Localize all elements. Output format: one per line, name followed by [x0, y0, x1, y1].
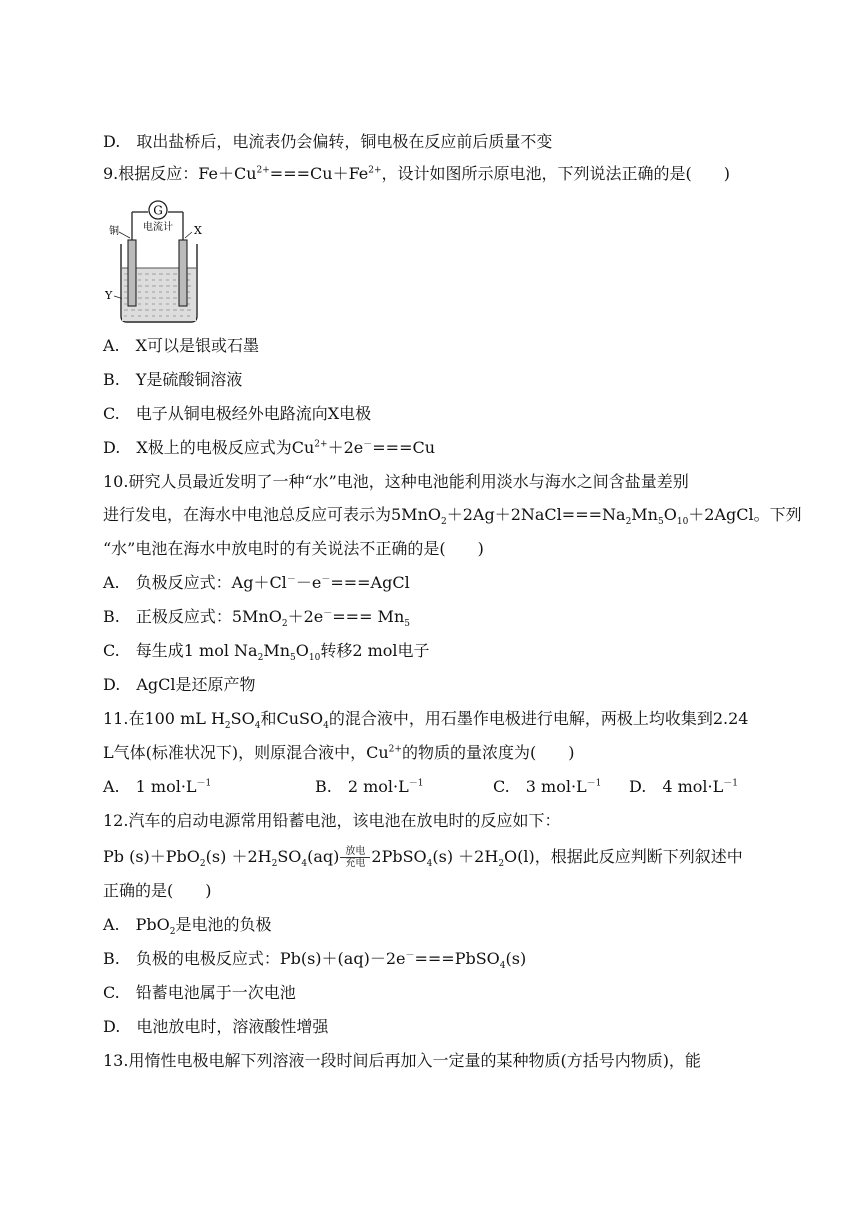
q9-option-d: D. X极上的电极反应式为$Cu^{2+}+2e^-===Cu$ — [103, 438, 436, 457]
q10-option-b: B. 正极反应式：$5MnO_2+2e^-=== Mn_5$ — [103, 607, 410, 630]
reversible-arrow: 放电 充电 — [340, 846, 370, 869]
q12-option-b: B. 负极的电极反应式：Pb(s)＋(aq)－2e－===PbSO$_4$(s) — [103, 949, 527, 972]
q11-option-d: D. 4 $mol\cdot L^{-1}$ — [629, 777, 738, 796]
q12-option-d: D. 电池放电时，溶液酸性增强 — [103, 1017, 329, 1036]
q9-option-c: C. 电子从铜电极经外电路流向X电极 — [103, 404, 372, 423]
q10-stem-line1: 10.研究人员最近发明了一种“水”电池，这种电池能利用淡水与海水之间含盐量差别 — [103, 472, 689, 491]
q11-option-c: C. 3 $mol\cdot L^{-1}$ — [493, 777, 602, 796]
galvanic-cell-figure — [103, 196, 203, 332]
q11-stem-line1: 11.在100 mL $H_2SO_4$和CuSO$_4$的混合液中，用石墨作电极进行电解，两极上均收集到2.24 — [103, 709, 749, 732]
q11-option-b: B. 2 $mol\cdot L^{-1}$ — [315, 777, 424, 796]
q13-stem-line1: 13.用惰性电极电解下列溶液一段时间后再加入一定量的某种物质(方括号内物质)，能 — [103, 1051, 701, 1070]
q12-equation: Pb $(s)+PbO_2(s) +2H_2SO_4(aq)$ 放电 充电 2PbSO$_4$(s) $+2H_2O(l)$，根据此反应判断下列叙述中 — [103, 846, 743, 870]
meter-label: 电流计 — [143, 222, 173, 233]
q12-option-a: A. PbO$_2$是电池的负极 — [103, 915, 272, 938]
copper-label: 铜 — [109, 226, 119, 237]
q10-option-c: C. 每生成1 mol $Na_2Mn_5O_{10}$转移2 mol电子 — [103, 641, 430, 664]
solution-y-label: Y — [105, 289, 113, 302]
q9-option-a: A. X可以是银或石墨 — [103, 336, 260, 355]
q9-stem: 9.根据反应：$Fe+Cu^{2+}===Cu+Fe^{2+}$，设计如图所示原电池，下列说法正确的是( ) — [103, 164, 731, 183]
q10-option-a: A. 负极反应式：Ag＋Cl－－e－===AgCl — [103, 573, 410, 592]
q10-stem-line3: “水”电池在海水中放电时的有关说法不正确的是( ) — [103, 539, 484, 558]
q12-stem-line1: 12.汽车的启动电源常用铅蓄电池，该电池在放电时的反应如下： — [103, 811, 561, 830]
q10-option-d: D. AgCl是还原产物 — [103, 675, 256, 694]
q11-option-a: A. 1 $mol\cdot L^{-1}$ — [103, 777, 212, 796]
electrode-x-label: X — [194, 224, 202, 237]
q9-option-b: B. Y是硫酸铜溶液 — [103, 370, 243, 389]
q11-stem-line2: L气体(标准状况下)，则原混合液中，$Cu^{2+}$的物质的量浓度为( ) — [103, 743, 575, 762]
q12-option-c: C. 铅蓄电池属于一次电池 — [103, 983, 296, 1002]
q10-stem-line2: 进行发电，在海水中电池总反应可表示为$5MnO_2+2Ag+2NaCl===Na_2Mn_5O_{10}+2AgCl$。下列 — [103, 505, 802, 528]
meter-symbol: G — [153, 203, 163, 218]
q8-option-d: D. 取出盐桥后，电流表仍会偏转，铜电极在反应前后质量不变 — [103, 132, 553, 151]
q12-stem-line3: 正确的是( ) — [103, 881, 212, 900]
